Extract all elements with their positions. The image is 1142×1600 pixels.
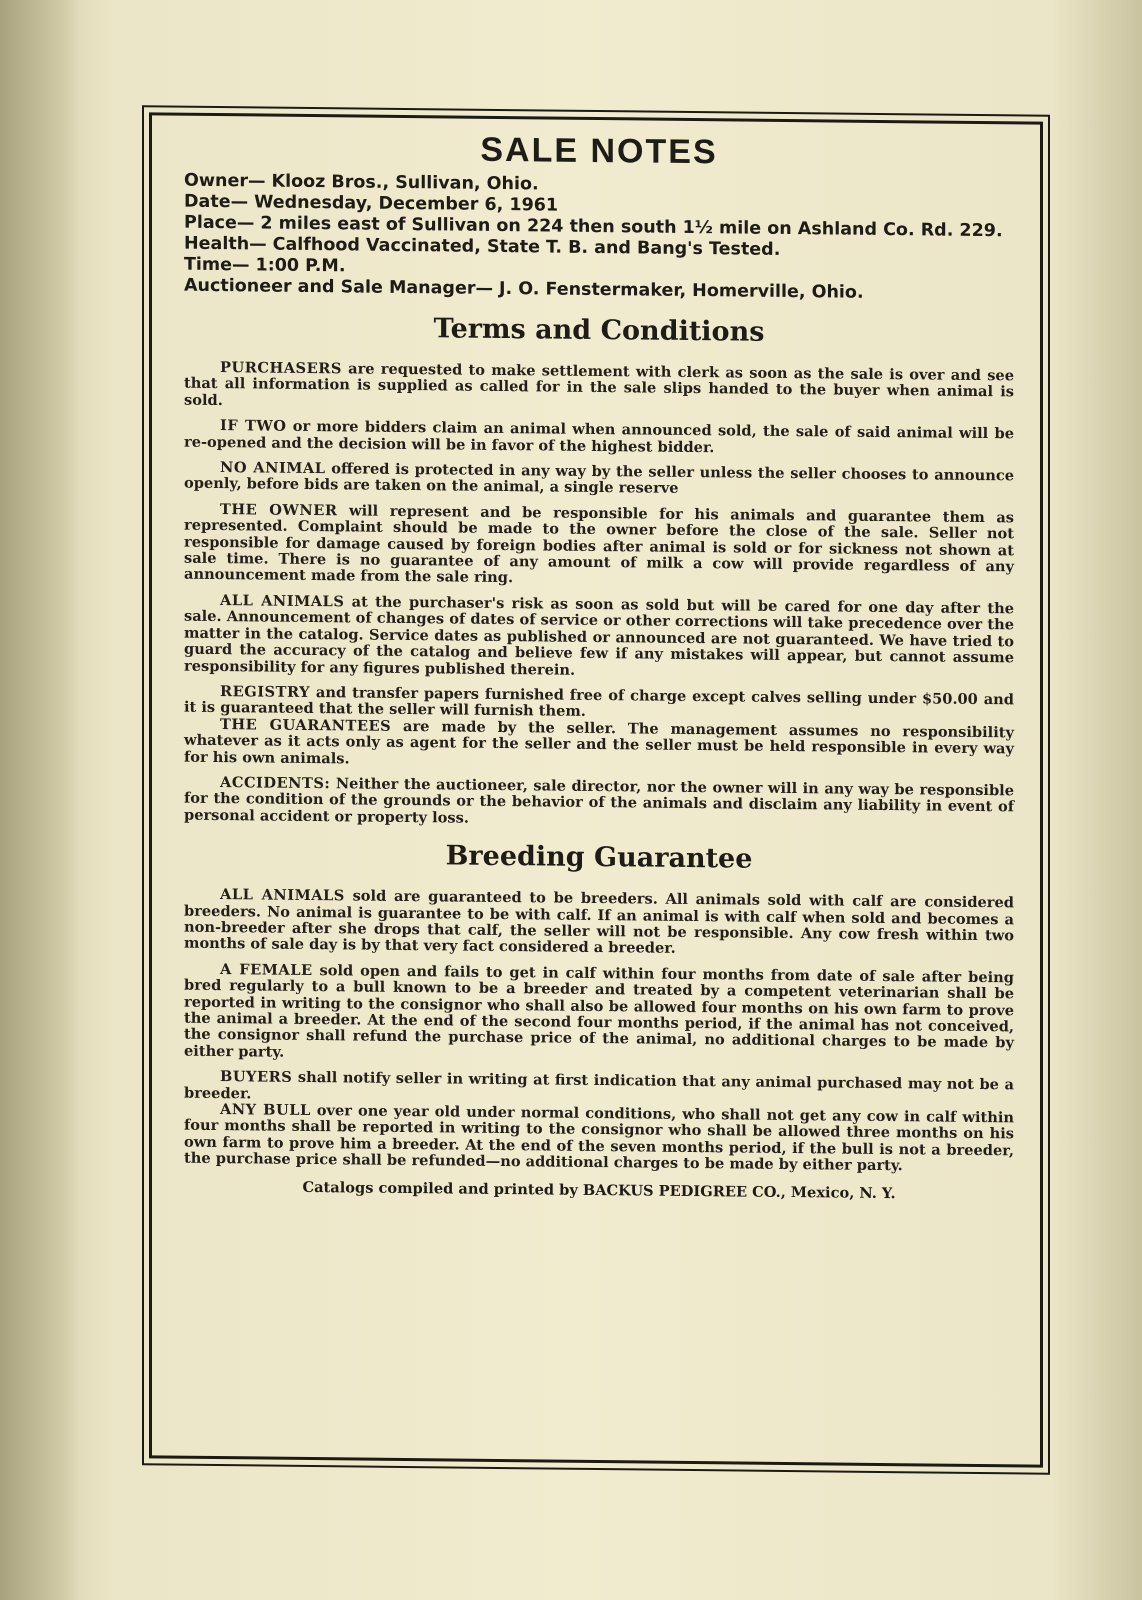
breeding-paragraph-any-bull [184, 1102, 1014, 1176]
outer-border [142, 105, 1050, 1475]
paragraph-text: and transfer papers furnished free of charge except calves selling under $50.00 and it is guaranteed that the seller will furnish them. [184, 683, 1014, 721]
paragraph-lead: BUYERS [220, 1068, 293, 1087]
printer-credit: Catalogs compiled and printed by BACKUS PEDIGREE CO., Mexico, N. Y. [302, 1178, 896, 1202]
paragraph-text: offered is protected in any way by the seller unless the seller chooses to announce openly, before bids are taken on the animal, a single reserve [184, 460, 1014, 498]
place-value: 2 miles east of Sullivan on 224 then south 1½ mile on Ashland Co. Rd. 229. [260, 213, 1003, 242]
terms-paragraph-accidents [184, 775, 1014, 833]
sale-notes-content [184, 122, 1014, 1463]
paragraph-lead: THE OWNER [220, 500, 338, 520]
paragraph-lead: PURCHASERS [220, 359, 342, 378]
date-label: Date— [184, 191, 249, 213]
place-label: Place— [184, 212, 255, 234]
breeding-heading: Breeding Guarantee [445, 840, 753, 875]
health-value: Calfhood Vaccinated, State T. B. and Bang's Tested. [272, 234, 781, 260]
auctioneer-value: J. O. Fenstermaker, Homerville, Ohio. [498, 278, 864, 303]
paragraph-text: will represent and be responsible for his animals and guarantee them as represented. Complaint should be made to the owner before the close of the sale. Seller not responsible for damage caused by foreign bodies after animal is sold or for sickness not shown at sale time. There is no guarantee of any amount of milk a cow will provide regardless of any announcement made from the sale ring. [184, 502, 1015, 587]
terms-paragraph-purchasers [184, 360, 1014, 418]
health-label: Health— [184, 233, 267, 255]
paragraph-lead: ALL ANIMALS [220, 886, 345, 905]
terms-paragraph-guarantees [184, 716, 1014, 774]
paragraph-text: sold open and fails to get in calf within four months from date of sale after being bred regularly to a bull known to be a breeder and treated by a competent veterinarian shall be reported in writing to the consignor who shall also be allowed four months on his own farm to prove the animal a breeder. At the end of the second four months period, if the animal has not conceived, the consignor shall refund the purchase price of the animal, no additional charges to be made by either party. [184, 961, 1014, 1061]
time-value: 1:00 P.M. [255, 255, 346, 277]
auctioneer-label: Auctioneer and Sale Manager— [184, 275, 493, 299]
terms-paragraph-no-animal [184, 460, 1014, 502]
terms-paragraph-the-owner [184, 502, 1014, 593]
breeding-paragraph-all-animals [184, 887, 1014, 961]
sale-info [184, 171, 1014, 306]
paragraph-text: Neither the auctioneer, sale director, nor the owner will in any way be responsible for the condition of the grounds or the behavior of the animals and disclaim any liability in event of personal accident or property loss. [184, 775, 1014, 827]
paragraph-text: are made by the seller. The management assumes no responsibility whatever as it acts only as agent for the seller and the seller must be held responsible in every way for his own animals. [184, 717, 1014, 767]
paragraph-lead: A FEMALE [220, 960, 313, 979]
paragraph-lead: ACCIDENTS: [220, 773, 331, 793]
owner-value: Klooz Bros., Sullivan, Ohio. [271, 171, 539, 195]
paragraph-lead: ALL ANIMALS [220, 591, 345, 611]
paragraph-text: over one year old under normal conditions, who shall not get any cow in calf within four months shall be reported in writing to the consignor who shall be allowed three months on his own farm to prove him a breeder. At the end of the seven months period, if the bull is not a breeder, the purchase price shall be refunded—no additional charges to be made by either party. [184, 1102, 1015, 1175]
paragraph-lead: NO ANIMAL [220, 459, 326, 478]
paragraph-text: or more bidders claim an animal when announced sold, the sale of said animal will be re-opened and the decision will be in favor of the highest bidder. [184, 417, 1014, 456]
paragraph-lead: IF TWO [220, 417, 287, 435]
paragraph-lead: REGISTRY [220, 682, 311, 701]
paragraph-lead: THE GUARANTEES [220, 715, 392, 735]
paragraph-text: sold are guaranteed to be breeders. All animals sold with calf are considered breeders. No animal is guarantee to be with calf. If an animal is with calf when sold and becomes a non-breeder after she drops that calf, the seller will not be responsible. Any cow fresh within two months of sale day is by that very fact considered a breeder. [184, 887, 1014, 958]
date-value: Wednesday, December 6, 1961 [254, 192, 559, 216]
terms-paragraph-all-animals [184, 593, 1014, 684]
paragraph-text: shall notify seller in writing at first indication that any animal purchased may not be a breeder. [184, 1069, 1014, 1103]
paragraph-text: at the purchaser's risk as soon as sold but will be cared for one day after the sale. Announcement of changes of dates of service or other corrections will take precedence over the matter in the catalog. Service dates as published or announced are not guaranteed. We have tried to guard the accuracy of the catalog and believe few if any mistakes will appear, but cannot assume responsibility for any figures published therein. [184, 593, 1014, 679]
owner-label: Owner— [184, 170, 266, 192]
terms-paragraph-if-two [184, 418, 1014, 460]
terms-heading: Terms and Conditions [433, 313, 765, 348]
paragraph-lead: ANY BULL [220, 1101, 311, 1120]
paragraph-text: are requested to make settlement with clerk as soon as the sale is over and see that all information is supplied as called for in the sale slips handed to the buyer when animal is sold. [184, 360, 1014, 409]
page-binding-shadow [0, 0, 80, 1600]
breeding-paragraph-a-female [184, 961, 1014, 1068]
page-title: SALE NOTES [480, 130, 718, 172]
time-label: Time— [184, 254, 250, 276]
